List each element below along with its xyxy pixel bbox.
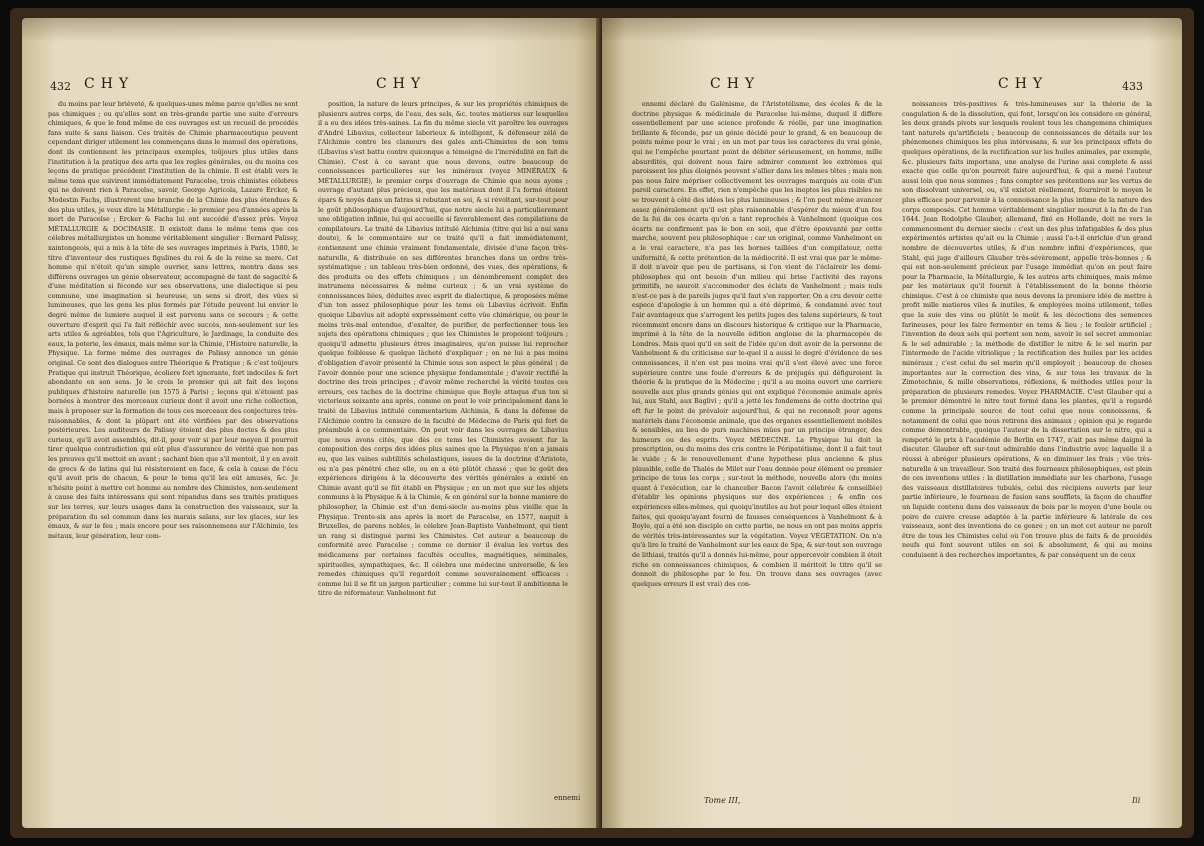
- page-number: 432: [50, 80, 71, 93]
- column-text: noissances très-positives & très-lumineuses sur la théorie de la coagulation & de la dissolution, qui font, lorsqu'on les considere en général, les deux grands pivots sur lesquels roulent tous les changemens chimiques tant naturels qu'artificiels ; beaucoup de connoissances de détails sur les phénomenes chimiques les plus intéressans, & sur les principaux effets de quelques opérations, de la rectification sur les huiles animales, par exemple, &c. plusieurs faits importans, une analyse de l'urine assi complete & assi exacte que celle qu'on pourroit faire aujourd'hui, & qui a mené l'auteur aussi loin que nous sommes ; fans compter ses prétentions sur les vertus de son dissolvant universel, ou, s'il existoit réellement, fourniroit le moyen le plus efficace pour parvenir à la connoissance la plus intime de la nature des corps composés. Cet homme véritablement singulier mourut à la fin de l'an 1644. Jean Rodolphe Glauber, allemand, fixé en Hollande, doit ne vers le commencement du dernier siecle : c'est un des plus infatigables & des plus expérimentés artistes qu'ait eu la Chimie ; aussi l'a-t-il enrichie d'un grand nombre de découvertes utiles, & d'un nombre infini d'expériences, que Stahl, qui juge d'ailleurs Glauber très-sévèrement, appelle très-bonnes ; & qui est non-seulement précieux par l'usage immédiat qu'on en peut faire pour la Pharmacie, la Métallurgie, & les autres arts chimiques, mais même par les matériaux qu'il fournit à l'établissement de la bonne théorie chimique. C'est à ce chimiste que nous devons la premiere idée de mettre à profit mille matieres viles & inutiles, & employées moins utilement, telles que la suie des vins ou plûtôt le moût & les décoctions des semences farineuses, pour les faire fermenter en tems & lieu ; le fouloir artificiel ; l'invention de deux sels qui portent son nom, savoir le sel secret ammoniac & le sel admirable ; la méthode de distiller le nitre & le sel marin par l'intermede de l'acide vitriolique ; la rectification des huiles par les acides minéraux ; c'est celui du sel marin qu'il employoit ; beaucoup de choses importantes sur la correction des vins, & sur tous les travaux de la Zimotechnie, & mille observations, réflexions, & méthodes utiles pour la préparation de plusieurs remedes. Voyez PHARMACIE. C'est Glauber qui a le premier démontré le nitre tout formé dans les plantes, qu'il a regardé comme la principale source de tout celui que nous connoissons, & notamment de celui que nous retirons des animaux ; opinion qui je regarde comme démontrable, quoique l'auteur de la dissertation sur le nitre, qui a remporté le prix à l'académie de Berlin en 1747, n'ait pas même daigné la discuter. Glauber eft sur-tout admirable dans l'industrie avec laquelle il a réussi à abréger plusieurs opérations, & en diminuer les frais ; vûe très-naturelle à un travailleur. Son traité des fourneaux philosophiques, est plein de ces inventions utiles : la distillation immédiate sur les charbons, l'usage des vaisseaux distillatoires tubulés, celui des récipiens ouverts par leur partie inférieure, le fourneau de fusion sans soufflets, la façon de chauffer un liquide contenu dans des vaisseaux de bois par le moyen d'une boule ou poire de cuivre creuse adaptée à la partie inférieure & latérale de ces vaisseaux, sont des inventions de ce genre ; en un mot cet auteur ne paroît être de tous les Chimistes celui où l'on trouve plus de faits & de procédés neufs qui font souvent utiles en soi & absolument, & qui au moins conduisent à des recherches importantes, & par conséquent un de ceux: [902, 100, 1152, 559]
- text-column: [318, 100, 568, 790]
- column-text: position, la nature de leurs principes, & sur les propriétés chimiques de plusieurs autres corps, de l'eau, des sels, &c. toutes matieres sur lesquelles il a eu des idées très-saines. La fin du même siecle vit paroître les ouvrages d'André Libavius, collecteur laborieux & intelligent, & défenseur zélé de l'Alchimie contre les clameurs des gales anti-Chimistes de son tems (Libavius s'est battu contre quiconque a témoigné de l'incrédulité en fait de Chimie). C'est à ce savant que nous devons, outre beaucoup de connoissances particulieres sur les minéraux (voyez MINÉRAUX & MÉTALLURGIE), le premier corps d'ouvrage de Chimie que nous ayons ; ouvrage d'autant plus précieux, que les matériaux dont il l'a formé étoient épars & noyés dans un fatras si rebutant en soi, & si révoltant, sur-tout pour le goût philosophique d'aujourd'hui, que notre siecle lui a particulierement une obligation infinie, lui qui accueille si favorablement des compilations de compilateurs. Le traité de Libavius intitulé Alchimia (titre qui lui a nui sans doute), & le commentaire sur ce traité qu'il a fait immédiatement, contiennent une chimie vraiment fondamentale, divisée d'une façon très-naturelle, & distribuée en ses différentes branches dans un ordre très-systématique ; un tableau très-bien ordonné, des vues, des opérations, & des produits ou des effets chimiques ; un dénombrement complet des instrumens nécessaires & même curieux ; & un vrai système de connoissances liées, déduites avec esprit de dialectique, & proposées même d'un ton assez philosophique pour les tems où Libavius écrivoit. Enfin quoique Libavius ait adopté expressément cette vûe chimérique, ou pour le moins très-mal entendue, d'exalter, de purifier, de perfectionner tous les sujets des opérations chimiques ; que les Chimistes le propoient toûjours ; quoiqu'il admette plusieurs êtres imaginaires, qu'on puisse lui reprocher quelque foiblesse & quelque lâcheté d'expliquer ; on ne lui a pas moins d'obligation d'avoir présenté la Chimie sous son aspect le plus général ; de l'avoir donnée pour une science physique fondamentale ; d'avoir rectifié la doctrine des trois principes ; d'avoir même recherché la vérité toutes ces erreurs, ces taches de la doctrine chimique que Boyle attaqua d'un ton si victorieux soixante ans après, comme on peut le voir principalement dans le traité de Libavius intitulé commentarium Alchimia, & dans la défense de l'Alchimie contre la censure de la faculté de Médecine de Paris qui fert de préambule à ce commentaire. On peut voir dans les ouvrages de Libavius que nous avons cités, que dès ce tems les Chimistes avoient fur la composition des corps des idées plus saines que la Physique n'en a jamais eu, que les vaines subtilités scholastiques, issues de la doctrine d'Aristote, ou n'a pas pénétré chez elle, ou en a été plûtôt chassé ; que le goût des expériences dirigées à la découverte des vérités générales a existé en Chimie avant qu'il se fût établi en Physique ; en un mot que sur les objets communs à la Physique & à la Chimie, & en général sur la bonne maniere de philosopher, la Chimie est d'un demi-siecle au-moins plus vieille que la Physique. Trente-six ans après la mort de Paracelse, en 1577, naquit à Bruxelles, de parens nobles, le célebre Jean-Baptiste Vanhelmont, qui tient un rang si distingué parmi les Chimistes. Cet auteur a beaucoup de conformité avec Paracelse ; comme ce dernier il évalua les vertus des médicamens par certaines facultés occultes, magnétiques, séminales, spirituelles, sympathiques, &c. Il célebra une médecine universelle, & les remedes chimiques qu'il regardoit comme souverainement efficaces : comme lui il se fit un jargon particulier ; comme lui sur-tout il ambitionna le titre de réformateur. Vanhelmont fut: [318, 100, 568, 598]
- text-column: [632, 100, 882, 790]
- running-header: CHY: [710, 76, 761, 92]
- page-number: 433: [1122, 80, 1143, 93]
- running-header: CHY: [998, 76, 1049, 92]
- column-text: du moins par leur brièveté, & quelques-unes même parce qu'elles ne sont pas chimiques ; ou qu'elles sont en très-grande partie une suite d'erreurs chimiques, & que le fond même de ces ouvrages est un recueil de procédés fans suite & sans liaison. Ces traités de Chimie pharmaceutique peuvent cependant diriger utilement les commençans dans le manuel des opérations, dont ils contiennent les principaux exemples, toûjours plus utiles dans l'institution à la pratique des arts que les regles générales, ou du moins ces leçons de pratique précédent l'institution de la chimie. Il est établi vers le même tems que suivirent immédiatement Paracelse, trois chimistes célebres qui ne doivent rien à Paracelse, savoir, George Agricola, Lazare Ercker, & Modestin Fachs, illustrerent une branche de la Chimie des plus étendues & des plus utiles, je veux dire la Métallurgie : le premier peu d'années après la mort de Paracelse ; Ercker & Fachs lui ont succédé d'assez près. Voyez MÉTALLURGIE & DOCIMASIE. Il existoit dans le même tems que ces célebres métallurgistes un homme véritablement singulier : Bernard Palissy, xaintongeois, qui a mis à la tête de ses ouvrages imprimés à Paris, 1580, le titre d'inventeur des rustiques figulines du roi & de la reine sa mere. Cet homme qui n'étoit qu'un simple ouvrier, sans lettres, montra dans ses différens ouvrages un génie observateur, accompagné de tant de sagacité & d'une méditation si féconde sur ses observations, une dialectique si peu commune, une imagination si heureuse, un sens si droit, des vûes si lumineuses, que les gens les plus formés par l'étude peuvent lui envier le degré même de lumiere auquel il est parvenu sans ce secours ; & cette ouverture d'esprit qui l'a fait réfléchir avec succès, non-seulement sur les arts utiles & agréables, tels que l'Agriculture, le Jardinage, la conduite des eaux, la poterie, les émaux, mais même sur la Chimie, l'Histoire naturelle, la Physique. La forme même des ouvrages de Palissy annonce un génie original. Ce sont des dialogues entre Théorique & Pratique ; & c'est toûjours Pratique qui instruit Théorique, écoliere fort ignorante, fort indociles & fort abondante en son sens. Je le crois le premier qui ait fait des leçons publiques d'histoire naturelle (en 1575 à Paris) ; leçons qui n'étoient pas bornées à montrer des morceaux curieux dont il avoit une riche collection, mais à proposer sur la formation de tous ces morceaux des conjectures très-raisonnables, & dont la plûpart ont été vérifiées par des observations postérieures. Les auditeurs de Palissy étoient des plus doctes & des plus curieux, qu'il avoit assemblés, dit-il, pour voir si par leur moyen il pourroit tirer quelque contradiction qui eût plus d'assurance de vérité que non pas les preuves qu'il mettoit en avant ; sachant bien que s'il mentoit, il y en avoit de grecs & de latins qui lui résisteroient en face, & cela à cause de l'écu qu'il avoit pris de chacun, & pour le tems qu'il les eût amusés, &c. Je n'hésite point à mettre cet homme au nombre des Chimistes, non-seulement à cause des faits intéressans qui sont répandus dans ses traités pratiques sur les terres, sur leurs usages dans la construction des vaisseaux, sur la préparation du sel commun dans les marais salans, sur les glaces, sur les émaux, & sur le feu ; mais encore pour ses raisonnemens sur l'Alchimie, les métaux, leur génération, leur com-: [48, 100, 298, 540]
- book-spread: [10, 8, 1194, 838]
- column-text: ennemi déclaré du Galénisme, de l'Aristotélisme, des écoles & de la doctrine physique & médicinale de Paracelse lui-même, duquel il differe essentiellement par une science profonde & réelle, par une imagination brillante & féconde, par un génie décidé pour le grand, & en beaucoup de points même pour le vrai ; en un mot par tous les caracteres du vrai génie, qui ne l'empêche pourtant point de débiter sérieusement, en homme, mille absurdités, qui doivent nous faire admirer comment les extrèmes qui paroissent les plus éloignés peuvent s'allier dans les mêmes têtes ; mais non pas nous faire mépriser collectivement les ouvrages marqués au coin d'un pareil caractere. En effet, rien n'empêche que les ineptes les plus risibles ne se trouvent à côté des idées les plus lumineuses ; & l'on peut même avancer assez généralement qu'il est plus raisonnable d'espérer du mieux d'un fou de la foi de ces écarts qu'on a tant reprochés à Vanhelmont (quoique ces écarts ne confirment pas le bon en soi), que d'être épouvanté par cette marche, souvent peu philosophique : car un original, comme Vanhelmont en a le vrai caractere, n'a pas les bornes taillées d'un compilateur, cette uniformité, & cette prétention de la médiocrité. Il est vrai que par le même-il doit n'avoir que peu de partisans, si l'on vient de l'éclaireir les demi-philosophes qui ont besoin d'un milieu qui brise l'activité des rayons primitifs, ne sauroit s'accommoder des éclats de Vanhelmont ; mais nuls n'est-ce pas à de pareils juges qu'il faut s'en rapporter. On a cru devoir cette espece d'apologie à un homme qui a été déprimé, & condamné avec tout l'air avantageux que s'arrogent les petits juges des talens supérieurs, & tout récemment encore dans un discours historique & critique sur la Pharmacie, imprimé à la tête de la nouvelle édition angloise de la pharmacopée de Londres. Mais quoi qu'il en soit de l'idée qu'on doit avoir de la personne de Vanhelmont & du criticisme sur le-quel il a aussi le degré d'évidence de ses connoissances, il n'en est pas moins vrai qu'il s'est élevé avec une force supérieure contre une foule d'erreurs & de préjugés qui défiguroient la théorie & la pratique de la Médecine ; qu'il a au moins ouvert une carriere nouvelle aux plus grands génies qui ont expliqué l'économie animale après lui, aux Stahl, aux Baglivi ; qu'il a jetté les fondemens de cette doctrine qui eft fur le point de prévaloir aujourd'hui, & qui ne reconnoît pour agens matériels dans l'économie animale, que des organes essentiellement mobiles & sensibles, au lieu de purs machines mûes par un principe étranger, des humeurs ou des esprits. Voyez MÉDECINE. La Physique lui doit la proscription, ou du moins des cris contre le Péripatétisme, dont il a fait tout le vuide ; & le renouvellement d'une hypothese plus ancienne & plus plausible, celle de Thalès de Milet sur l'eau donnée pour élément ou premier principe de tous les corps ; sur-tout la méthode, nouvelle alors (du moins quant à l'exécution, car le chancelier Bacon l'avoit célebrée & conseillée) d'établir les opinions physiques sur des expériences ; & enfin ces expériences elles-mêmes, qui quoiqu'inutiles au but pour lequel elles étoient faites, qui quoiqu'ayant fourni de fausses conséquences à Vanhelmont & à Boyle, qui a été son disciple en cette partie, ne nous en ont pas moins appris de vérités très-intéressantes sur la végétation. Voyez VÉGÉTATION. On n'a qu'à lire le traité de Vanhelmont sur les eaux de Spa, & sur-tout son ouvrage de lithiasi, traités qu'il a donnés lui-même, pour appercevoir combien il étoit riche en connoissances chimiques, & combien il méritoit le titre qu'il se donnoit de philosophe par le feu. On trouve dans ses ouvrages (avec quelques erreurs il est vrai) des con-: [632, 100, 882, 588]
- catchword: ennemi: [554, 794, 581, 802]
- volume-signature: Tome III,: [704, 796, 741, 805]
- left-page: [22, 18, 600, 828]
- right-page: [602, 18, 1182, 828]
- text-column: [48, 100, 298, 790]
- text-column: [902, 100, 1152, 790]
- gathering-signature: Iii: [1132, 796, 1141, 805]
- running-header: CHY: [84, 76, 135, 92]
- running-header: CHY: [376, 76, 427, 92]
